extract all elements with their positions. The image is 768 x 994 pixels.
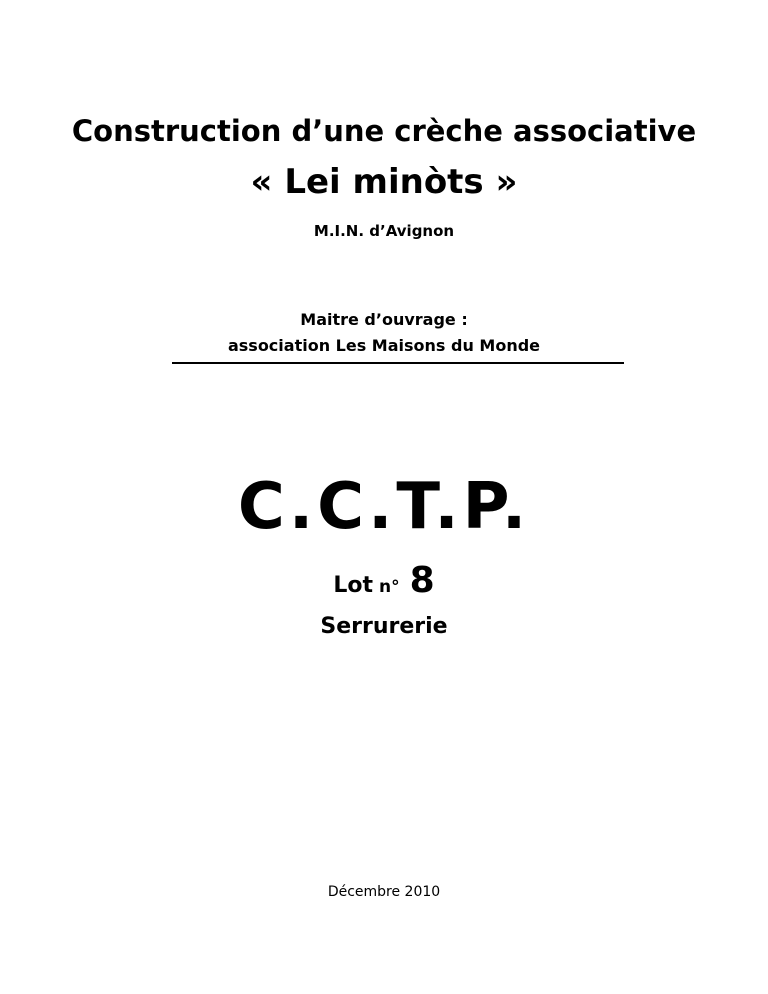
document-date: Décembre 2010 <box>327 884 441 900</box>
lot-word: Lot <box>333 573 373 598</box>
lot-number: 8 <box>409 560 435 601</box>
project-name: « Lei minòts » <box>250 162 518 202</box>
lot-number-mark: n° <box>378 577 400 597</box>
project-location: M.I.N. d’Avignon <box>313 222 455 240</box>
owner-name: association Les Maisons du Monde <box>227 336 541 355</box>
document-title: Construction d’une crèche associative <box>71 114 697 148</box>
lot-name: Serrurerie <box>320 614 448 639</box>
document-type: C.C.T.P. <box>237 470 531 544</box>
divider-line <box>172 362 624 364</box>
owner-label: Maitre d’ouvrage : <box>300 310 468 329</box>
lot-heading <box>0 560 768 601</box>
